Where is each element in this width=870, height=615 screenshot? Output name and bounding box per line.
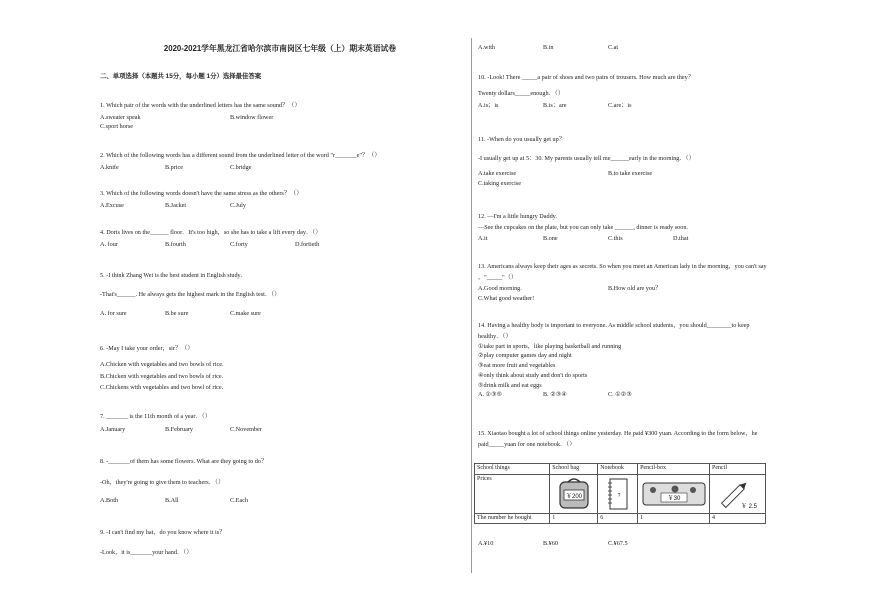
question-4 [100, 229, 460, 249]
question-14 [478, 322, 838, 399]
option-b: B.Chicken with vegetables and two bowls of rice. [100, 372, 224, 380]
question-stem: 4. Doris lives on the______ floor．It's too high，so she has to take a lift every day．（） [100, 229, 322, 236]
page-title: 2020-2021学年黑龙江省哈尔滨市南岗区七年级（上）期末英语试卷 [163, 44, 397, 53]
price-table [474, 463, 766, 524]
question-12 [478, 213, 838, 242]
question-stem-cont: paid_____yuan for one notebook．（） [478, 440, 576, 448]
option-b: B.How old are you？ [608, 284, 662, 292]
option-a: A. for sure [100, 309, 127, 317]
section-heading: 二、单项选择（本题共 15分，每小题 1分）选择最佳答案 [100, 73, 262, 80]
question-stem: 8. -_______of them has some flowers. What are they going to do？ [100, 458, 268, 465]
option-c: C.July [230, 201, 246, 209]
question-1 [100, 102, 460, 130]
school-bag-price: ￥200 [565, 493, 582, 500]
option-a: A.sweater speak [100, 113, 141, 121]
table-row-label: Prices [475, 474, 550, 513]
option-b: B.price [165, 163, 184, 171]
question-stem-reply: Twenty dollars_____enough．（） [478, 89, 565, 97]
question-stem: 7. _______ is the 11th month of a year．（） [100, 413, 211, 420]
table-cell: 6 [598, 513, 638, 524]
question-stem-reply: -Look，it is_______your hand．（） [100, 548, 193, 556]
statement-3: ③eat more fruit and vegetables [478, 362, 556, 369]
option-c: C.Each [230, 496, 249, 504]
option-c: C.What good weather! [478, 295, 535, 303]
option-b: B.All [165, 496, 179, 504]
option-c: C.this [608, 234, 623, 242]
question-stem: 6. -May I take your order，sir？（） [100, 345, 194, 352]
question-stem-cont: healthy．（） [478, 332, 512, 340]
option-a: A.take exercise [478, 169, 517, 177]
question-stem: 13. Americans always keep their ages as secrets. So when you meet an American lady in the morning，you can't say [478, 263, 767, 270]
table-row [475, 474, 766, 513]
option-b: B.one [543, 234, 558, 242]
option-a: A.Chicken with vegetables and two bowls of rice. [100, 360, 224, 368]
question-10 [478, 74, 838, 109]
question-6 [100, 345, 460, 392]
option-c: C. ①②③ [608, 391, 632, 399]
option-b: B.is；are [543, 101, 567, 109]
option-a: A.Good morning. [478, 284, 522, 292]
option-c: C.bridge [230, 163, 252, 171]
table-row [475, 513, 766, 524]
question-stem: 11. -When do you usually get up？ [478, 136, 565, 143]
pencil-icon [715, 476, 761, 512]
table-cell: 1 [638, 513, 710, 524]
question-stem-reply: -That's______. He always gets the highest mark in the English test．（） [100, 290, 281, 298]
pencil-box-price: ￥30 [667, 495, 680, 502]
question-stem-reply: -I usually get up at 5：30. My parents usually tell me______early in the morning．（） [478, 154, 695, 162]
question-stem-reply: —See the cupcakes on the plate, but you can only take ______, dinner is ready soon. [478, 223, 688, 231]
option-c: C.Chickens with vegetables and two bowl of rice. [100, 384, 224, 392]
column-divider [471, 38, 472, 573]
option-b: B.to take exercise [608, 169, 653, 177]
pencil-cell [710, 474, 766, 513]
pencil-box-icon [641, 479, 707, 509]
option-c: C.forty [230, 240, 248, 248]
question-13 [478, 263, 838, 303]
table-cell: 4 [710, 513, 766, 524]
option-a: A.¥10 [478, 540, 494, 547]
option-a: A.it [478, 234, 488, 242]
school-bag-cell [550, 474, 598, 513]
option-c: C.sport horse [100, 122, 133, 130]
question-8 [100, 458, 460, 504]
option-a: A.with [478, 44, 496, 51]
option-a: A.is；is [478, 101, 499, 109]
table-cell: 1 [550, 513, 598, 524]
table-header-cell: Pencil-box [638, 464, 710, 475]
question-9-options [478, 44, 838, 52]
option-a: A. four [100, 240, 118, 248]
table-header-cell: School bag [550, 464, 598, 475]
option-b: B.be sure [165, 309, 189, 317]
question-stem: 15. Xiaotao bought a lot of school things online yesterday. He paid ¥300 yuan. According to the form below，he [478, 430, 758, 437]
statement-5: ⑤drink milk and eat eggs [478, 381, 542, 389]
statement-1: ①take part in sports，like playing basketball and running [478, 342, 622, 350]
pencil-box-cell [638, 474, 710, 513]
question-stem: 3. Which of the following words doesn't have the same stress as the others？（） [100, 190, 303, 197]
question-3 [100, 190, 460, 210]
question-11 [478, 136, 838, 188]
question-stem: 12. —I'm a little hungry Daddy. [478, 213, 557, 220]
school-bag-icon [554, 476, 594, 512]
option-a: A.knife [100, 163, 119, 171]
question-stem-cont: ，"_____"（） [478, 273, 518, 281]
question-stem: 14. Having a healthy body is important to everyone. As middle school students，you should________to keep [478, 322, 750, 329]
table-row-label: The number he bought [475, 513, 550, 524]
question-stem: 2. Which of the following words has a different sound from the underlined letter of the word "r_______e"？（） [100, 152, 381, 159]
question-9 [100, 529, 460, 557]
question-stem: 5. -I think Zhang Wei is the best student in English study． [100, 272, 247, 279]
pencil-price: ￥ 2.5 [740, 503, 757, 510]
option-b: B.fourth [165, 240, 186, 248]
option-a: A.January [100, 425, 126, 433]
question-stem: 1. Which pair of the words with the underlined letters has the same sound？（） [100, 102, 301, 109]
statement-4: ④only think about study and don't do sports [478, 371, 588, 379]
question-stem-reply: -Oh，they're going to give them to teachers．（） [100, 478, 225, 486]
question-5 [100, 272, 460, 317]
option-c: C.make sure [230, 309, 261, 317]
notebook-price: ? [617, 492, 621, 499]
option-a: A. ①③⑤ [478, 391, 503, 399]
option-c: C.are；is [608, 101, 632, 109]
question-stem: 10. -Look! There _____a pair of shoes and two pairs of trousers. How much are they？ [478, 74, 694, 81]
notebook-icon [607, 477, 629, 511]
question-15-options [478, 540, 838, 548]
option-d: D.fortieth [295, 240, 320, 248]
table-header-row [475, 464, 766, 475]
option-d: D.that [673, 234, 689, 242]
option-a: A.Excuse [100, 201, 124, 209]
table-header-cell: Notebook [598, 464, 638, 475]
table-header-cell: Pencil [710, 464, 766, 475]
question-stem: 9. -I can't find my hat，do you know where it is？ [100, 529, 226, 536]
option-c: C.at [608, 44, 619, 51]
option-b: B.February [165, 425, 194, 433]
option-c: C.¥67.5 [608, 540, 628, 547]
option-a: A.Both [100, 496, 119, 504]
question-2 [100, 152, 460, 172]
statement-2: ②play computer games day and night [478, 352, 572, 360]
table-header-cell: School things [475, 464, 550, 475]
option-c: C.November [230, 425, 262, 433]
option-b: B.window flower [230, 113, 274, 121]
question-15 [478, 430, 838, 449]
question-7 [100, 413, 460, 434]
option-b: B.¥60 [543, 540, 558, 547]
option-c: C.taking exercise [478, 180, 521, 188]
option-b: B.Jacket [165, 201, 187, 209]
option-b: B. ②③④ [543, 391, 567, 399]
option-b: B.in [543, 44, 554, 51]
notebook-cell [598, 474, 638, 513]
